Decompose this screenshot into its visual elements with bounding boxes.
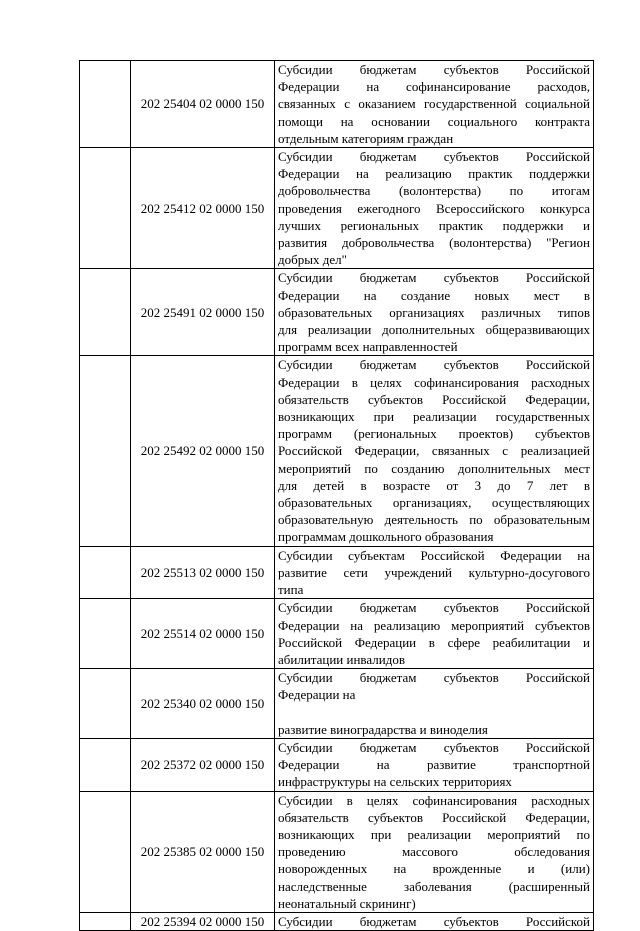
budget-code-cell: 202 25491 02 0000 150 [131,269,275,356]
description-cell [275,912,594,930]
description-line: Субсидии бюджетам субъектов Российской [278,357,590,373]
empty-cell [80,738,131,791]
table-row [80,791,594,912]
budget-code-cell: 202 25340 02 0000 150 [131,669,275,739]
description-line: развития добровольчества (волонтерства) "Регион [278,235,590,251]
description-line: Субсидии бюджетам субъектов Российской [278,62,590,77]
description-cell [275,61,594,148]
description-line: возникающих при реализации государственных [278,409,590,425]
description-line: Федерации на развитие транспортной [278,757,590,773]
description-line: развитие виноградарства и виноделия [278,721,488,737]
budget-code-cell: 202 25492 02 0000 150 [131,356,275,546]
description-cell [275,269,594,356]
description-line: Субсидии бюджетам субъектов Российской [278,670,590,686]
budget-code-cell: 202 25385 02 0000 150 [131,791,275,912]
description-line: образовательную деятельность по образовательным [278,512,590,528]
budget-code-cell: 202 25394 02 0000 150 [131,912,275,930]
description-line: инфраструктуры на сельских территориях [278,774,512,790]
description-line: Субсидии в целях софинансирования расходных [278,792,590,808]
description-line: Субсидии субъектам Российской Федерации на [278,547,590,563]
empty-cell [80,546,131,599]
description-line: лучших региональных практик поддержки и [278,217,590,233]
table-body [80,61,594,931]
description-line: образовательных организациях, осуществляющих [278,495,590,511]
description-line: Субсидии бюджетам субъектов Российской [278,913,590,929]
description-line: для детей в возрасте от 3 до 7 лет в [278,477,590,493]
description-line: Федерации в целях софинансирования расходных [278,374,590,390]
budget-code-cell: 202 25412 02 0000 150 [131,148,275,269]
description-cell [275,546,594,599]
description-line: программ (региональных проектов) субъектов [278,426,590,442]
description-cell [275,599,594,669]
description-line: абилитации инвалидов [278,651,405,667]
description-cell [275,669,594,739]
description-line: наследственные заболевания (расширенный [278,878,590,894]
description-line: мероприятий по созданию дополнительных мест [278,460,590,476]
budget-revenue-table [79,60,594,931]
description-line: для реализации дополнительных общеразвивающих [278,322,590,338]
budget-code-cell: 202 25513 02 0000 150 [131,546,275,599]
description-line: помощи на основании социального контракта [278,113,590,129]
description-line: Российской Федерации, связанных с реализацией [278,443,590,459]
description-line: Федерации на реализацию мероприятий субъектов [278,617,590,633]
empty-cell [80,669,131,739]
empty-cell [80,356,131,546]
empty-cell [80,148,131,269]
description-line: Федерации на софинансирование расходов, [278,79,590,95]
description-line: Федерации на [278,687,356,703]
description-line: обязательств субъектов Российской Федерации, [278,391,590,407]
empty-cell [80,61,131,148]
budget-code-cell: 202 25372 02 0000 150 [131,738,275,791]
description-cell [275,791,594,912]
description-cell [275,148,594,269]
description-line: Субсидии бюджетам субъектов Российской [278,739,590,755]
description-line: Субсидии бюджетам субъектов Российской [278,600,590,616]
budget-code-cell: 202 25404 02 0000 150 [131,61,275,148]
description-line: проведению массового обследования [278,844,590,860]
empty-cell [80,791,131,912]
description-cell [275,738,594,791]
empty-cell [80,269,131,356]
table-row [80,269,594,356]
description-line: возникающих при реализации мероприятий по [278,826,590,842]
empty-cell [80,599,131,669]
description-line: добрых дел" [278,252,347,268]
table-row [80,669,594,739]
description-line: Субсидии бюджетам субъектов Российской [278,149,590,165]
description-cell [275,356,594,546]
description-line: неонатальный скрининг) [278,895,416,911]
description-line: Российской Федерации в сфере реабилитации и [278,634,590,650]
table-row [80,912,594,930]
description-line: обязательств субъектов Российской Федерации, [278,809,590,825]
description-gap [278,704,590,721]
table-row [80,738,594,791]
description-line: Федерации на реализацию практик поддержки [278,166,590,182]
description-line: образовательных организациях различных типов [278,304,590,320]
table-row [80,356,594,546]
description-line: Субсидии бюджетам субъектов Российской [278,270,590,286]
description-line: отдельным категориям граждан [278,130,454,146]
budget-code-cell: 202 25514 02 0000 150 [131,599,275,669]
description-line: проведения ежегодного Всероссийского конкурса [278,200,590,216]
description-line: связанных с оказанием государственной социальной [278,96,590,112]
table-row [80,546,594,599]
description-line: типа [278,582,304,598]
description-line: Федерации на создание новых мест в [278,287,590,303]
description-line: развитие сети учреждений культурно-досугового [278,564,590,580]
description-line: программам дошкольного образования [278,529,494,545]
description-line: программ всех направленностей [278,339,458,355]
table-row [80,599,594,669]
empty-cell [80,912,131,930]
description-line: новорожденных на врожденные и (или) [278,861,590,877]
table-row [80,148,594,269]
description-line: добровольчества (волонтерства) по итогам [278,183,590,199]
table-row [80,61,594,148]
